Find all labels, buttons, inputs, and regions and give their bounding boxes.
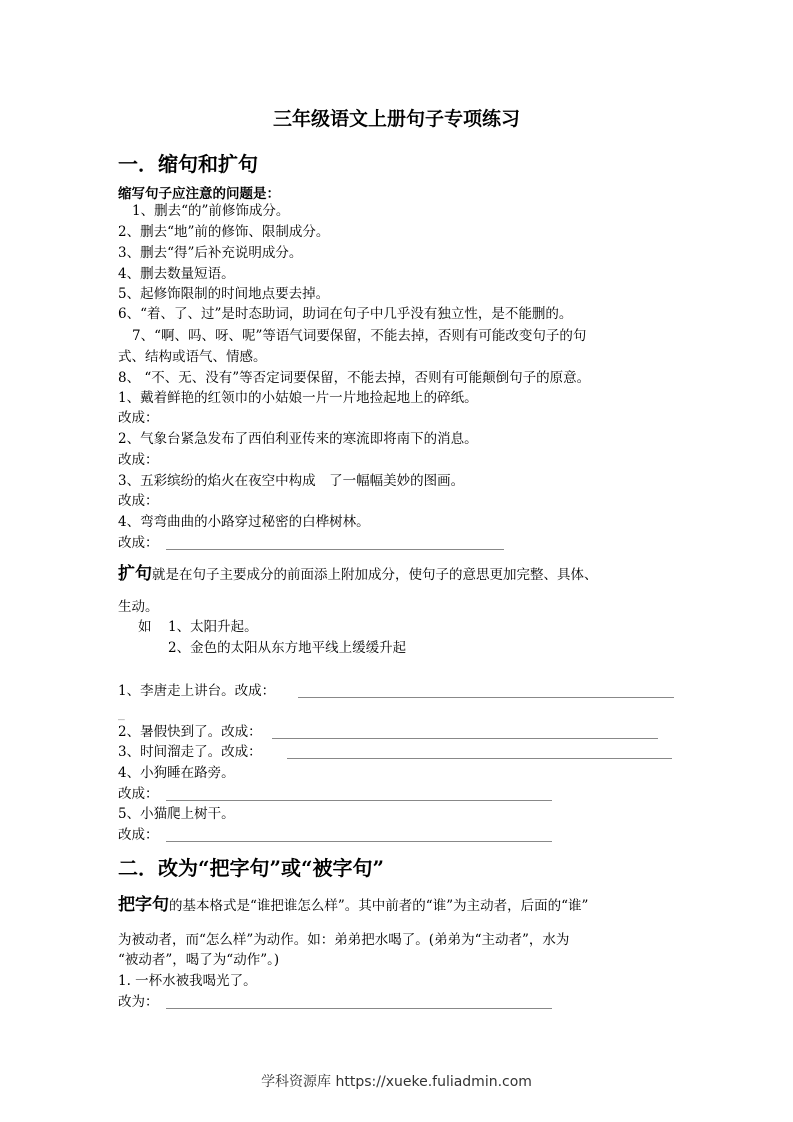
expand-item-3: 3、时间溜走了。改成： — [118, 744, 262, 760]
answer-label-e5: 改成： — [118, 827, 159, 843]
rule-7-cont: 式、结构或语气、情感。 — [118, 349, 267, 365]
ba-definition — [118, 896, 588, 915]
answer-line-e3[interactable] — [287, 758, 672, 759]
answer-label-2: 改成： — [118, 452, 159, 468]
section1-heading: 一．缩句和扩句 — [118, 152, 258, 176]
ba-term: 把字句 — [118, 895, 169, 915]
answer-line-4[interactable] — [166, 549, 504, 550]
answer-line-e2[interactable] — [272, 738, 658, 739]
expand-term: 扩句 — [118, 564, 152, 584]
answer-label-1: 改成： — [118, 410, 159, 426]
exercise-3: 3、五彩缤纷的焰火在夜空中构成 了一幅幅美妙的图画。 — [118, 473, 465, 489]
page-title: 三年级语文上册句子专项练习 — [272, 108, 520, 130]
expand-item-2: 2、暑假快到了。改成： — [118, 724, 262, 740]
ba-def-line2: 为被动者，而“怎么样”为动作。如：弟弟把水喝了。(弟弟为“主动者”，水为 — [118, 932, 570, 948]
exercise-1: 1、戴着鲜艳的红领巾的小姑娘一片一片地捡起地上的碎纸。 — [118, 390, 478, 406]
answer-line-e5[interactable] — [166, 841, 552, 842]
rule-1: 1、删去“的”前修饰成分。 — [132, 203, 290, 219]
expand-item-4: 4、小狗睡在路旁。 — [118, 765, 235, 781]
exercise-2: 2、气象台紧急发布了西伯利亚传来的寒流即将南下的消息。 — [118, 431, 478, 447]
expand-def-line2: 生动。 — [118, 599, 159, 615]
rule-8: 8、 “不、无、没有”等否定词要保留，不能去掉，否则有可能颠倒句子的原意。 — [118, 370, 591, 386]
rule-6: 6、“着、了、过”是时态助词，助词在句子中几乎没有独立性，是不能删的。 — [118, 306, 573, 322]
answer-line-e4[interactable] — [166, 800, 552, 801]
rule-3: 3、删去“得”后补充说明成分。 — [118, 245, 303, 261]
stray-mark: _ — [118, 705, 125, 721]
answer-line-e1[interactable] — [298, 697, 674, 698]
answer-label-e4: 改成： — [118, 786, 159, 802]
expand-def-line1: 就是在句子主要成分的前面添上附加成分，使句子的意思更加完整、具体、 — [152, 567, 598, 583]
rule-2: 2、删去“地”前的修饰、限制成分。 — [118, 224, 330, 240]
answer-label-4: 改成： — [118, 535, 159, 551]
section1-subheading: 缩写句子应注意的问题是： — [118, 186, 280, 202]
answer-label-3: 改成： — [118, 493, 159, 509]
expand-item-1: 1、李唐走上讲台。改成： — [118, 683, 276, 699]
ba-answer-line[interactable] — [166, 1008, 552, 1009]
example-prefix: 如 — [138, 619, 152, 635]
expand-item-5: 5、小猫爬上树干。 — [118, 806, 235, 822]
exercise-4: 4、弯弯曲曲的小路穿过秘密的白桦树林。 — [118, 514, 370, 530]
section2-heading: 二．改为“把字句”或“被字句” — [118, 856, 385, 880]
ba-exercise-1: 1. 一杯水被我喝光了。 — [118, 973, 257, 989]
ba-answer-label: 改为： — [118, 994, 159, 1010]
example-2: 2、金色的太阳从东方地平线上缓缓升起 — [168, 640, 407, 656]
expand-definition — [118, 565, 598, 584]
ba-def-line3: “被动者”，喝了为“动作”。) — [118, 952, 280, 968]
footer-watermark: 学科资源库 https://xueke.fuliadmin.com — [261, 1074, 532, 1090]
rule-4: 4、删去数量短语。 — [118, 266, 235, 282]
ba-def-line1: 的基本格式是“谁把谁怎么样”。其中前者的“谁”为主动者，后面的“谁” — [169, 898, 589, 914]
rule-7: 7、“啊、吗、呀、呢”等语气词要保留，不能去掉，否则有可能改变句子的句 — [132, 328, 587, 344]
rule-5: 5、起修饰限制的时间地点要去掉。 — [118, 286, 330, 302]
example-1: 1、太阳升起。 — [168, 619, 258, 635]
